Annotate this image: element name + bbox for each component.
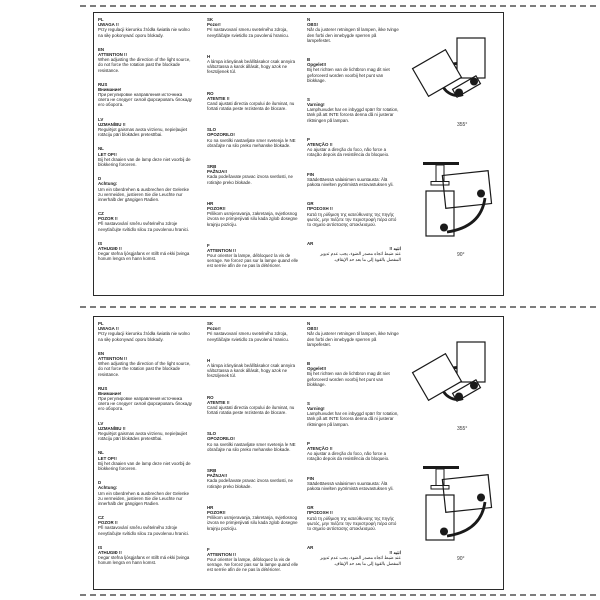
lang-block-f: [207, 547, 301, 573]
lang-block-ro: [207, 395, 301, 416]
cut-line-middle: [80, 306, 596, 308]
warning-title: OPOZORILO!: [207, 436, 235, 442]
lang-block-h: [207, 54, 301, 75]
lang-block-lv: [98, 117, 192, 138]
warning-text: Ko na svetilki nastavljate smer svetenja le NE obračajte na silo preko mehanske blokade.: [207, 137, 296, 148]
warning-text: When adjusting the direction of the light source, do not force the rotation past the blockade resistance.: [98, 57, 191, 73]
language-code: EN: [98, 46, 105, 52]
language-code: IS: [98, 240, 103, 246]
language-code: FIN: [307, 475, 315, 481]
lang-block-pl: [98, 321, 192, 342]
pivot-dot: [470, 78, 478, 86]
instruction-panel-top: [93, 12, 504, 296]
rotation-angle-label: 355°: [457, 426, 468, 432]
warning-text: Bij het draaien van de lamp deze niet voorbij de blokkering forceren.: [98, 460, 191, 471]
language-code: SK: [207, 17, 214, 22]
language-code: HR: [207, 504, 214, 510]
language-code: D: [98, 480, 102, 486]
warning-title: ATHUGIÐ !!: [98, 246, 122, 251]
warning-title: PAŽNJA!!: [207, 169, 228, 175]
lang-block-srb: [207, 468, 301, 489]
tilt-arrow-icon: [447, 198, 485, 232]
warning-title: OPOZORILO!: [207, 132, 235, 138]
lang-block-rus: [98, 82, 192, 108]
warning-text: Bij het richten van de lichtbron mag dit niet geforceerd worden voorbij het punt van blokkage.: [307, 371, 390, 387]
warning-text: Κατά τη ρύθμιση της κατεύθυνσης της πηγής φωτός, μην πιέζετε την περιστροφή πέρα από το σημείο αντίστασης αποκλεισμού.: [307, 515, 397, 531]
lang-block-n: [307, 17, 401, 43]
warning-text: A lámpa irányának beállításakor csak annyira változtassa a karok állását, hogy azok ne feszüljenek túl.: [207, 362, 296, 379]
language-code: PL: [98, 321, 104, 326]
language-column-1: [98, 321, 192, 575]
language-code: B: [307, 56, 311, 62]
lang-block-p: [307, 441, 401, 462]
language-code: B: [307, 360, 311, 366]
warning-title: Внимание!: [98, 390, 122, 396]
warning-title: UWAGA !!: [98, 326, 119, 332]
lang-block-n: [307, 321, 401, 347]
warning-text: Kada podešavate pravac izvora svetlosti, ne rotirajte preko blokade.: [207, 478, 293, 489]
lang-block-s: [307, 97, 401, 123]
warning-title: LET OP!!: [98, 151, 117, 157]
warning-text: Um ein überdrehen & ausbrechen der Gelenke zu vermeiden, justieren Sie die Leuchte nur innerhalb der gängigen Radien.: [98, 186, 190, 202]
pivot-dot: [440, 528, 448, 536]
lang-block-hr: [207, 505, 301, 531]
lang-block-ar: [307, 545, 401, 566]
rotation-diagram: [413, 342, 485, 432]
lang-block-en: [98, 47, 192, 73]
lang-block-d: [98, 480, 192, 506]
warning-title: LET OP!!: [98, 455, 117, 461]
lang-block-nl: [98, 146, 192, 167]
lang-block-slo: [207, 127, 301, 148]
warning-title: ATENÇÃO !!: [307, 446, 333, 451]
language-code: H: [207, 357, 211, 363]
lang-block-ar: [307, 241, 401, 262]
rotation-angle-label: 355°: [457, 122, 468, 128]
language-code: CZ: [98, 211, 104, 217]
warning-title: Внимание!: [98, 86, 122, 92]
tilt-angle-label: 90°: [457, 556, 465, 562]
pivot-dot: [477, 494, 485, 502]
language-column-1: [98, 17, 192, 271]
warning-text: Bij het richten van de lichtbron mag dit niet geforceerd worden voorbij het punt van blokkage.: [307, 67, 390, 83]
lang-block-sk: [207, 321, 301, 342]
language-code: SLO: [207, 127, 217, 133]
pivot-dot: [477, 190, 485, 198]
pivot-dot: [455, 393, 463, 401]
warning-title: ΠΡΟΣΟΧΗ !!: [307, 206, 333, 212]
language-code: SRB: [207, 468, 217, 473]
language-code: SK: [207, 321, 214, 326]
lamp-body: [457, 38, 485, 78]
warning-title: UZMANĪBU !!: [98, 121, 126, 127]
warning-title: POZOR !!: [98, 520, 118, 526]
lang-block-en: [98, 351, 192, 377]
pivot-dot: [455, 89, 463, 97]
lang-block-gr: [307, 505, 401, 531]
warning-text: When adjusting the direction of the light source, do not force the rotation past the blockade resistance.: [98, 361, 191, 377]
language-code: GR: [307, 505, 314, 511]
warning-text: Kada podešavate pravac izvora svetlosti, ne rotirajte preko blokade.: [207, 174, 293, 185]
lang-block-is: [98, 241, 192, 262]
language-code: F: [207, 546, 210, 552]
warning-title: ATENTIE !!: [207, 95, 230, 101]
language-code: RO: [207, 90, 214, 96]
lang-block-ro: [207, 91, 301, 112]
mount-plate: [431, 182, 449, 186]
tilt-angle-label: 90°: [457, 252, 465, 258]
language-code: RO: [207, 394, 214, 400]
warning-text: Κατά τη ρύθμιση της κατεύθυνσης της πηγής φωτός, μην πιέζετε την περιστροφή πέρα από το σημείο αντίστασης αποκλεισμού.: [307, 211, 397, 227]
warning-title: POZOR!!: [207, 509, 226, 515]
warning-text: Lamphuvudet har en inbyggd spärr för rotation, tänk på att INTE forcera denna då ni justerar riktningen på lampan.: [307, 107, 399, 123]
warning-text: Při nastavování směru světelného zdroje nevytlačujte svítidlo silou za povolenou hranici.: [98, 221, 190, 232]
warning-title: Varning!: [307, 406, 325, 412]
language-column-2: [207, 17, 301, 285]
lamp-diagrams: [401, 317, 501, 587]
language-code: EN: [98, 350, 105, 356]
warning-title: انتبه !!: [389, 246, 401, 252]
warning-text: Pri nastavovaní smeru svetelného zdroja, nevytláčajte svietidlo za povolenú hranicu.: [207, 331, 290, 342]
warning-title: ATTENTION !!: [98, 355, 127, 361]
warning-title: Opgelet!!: [307, 62, 327, 68]
mount-plate: [431, 486, 449, 490]
warning-text: Pri nastavovaní smeru svetelného zdroja, nevytláčajte svietidlo za povolenú hranicu.: [207, 27, 290, 38]
warning-text: Þegar stefna ljósgjafans er stillt má ekki þvinga honum lengra en hann komst.: [98, 555, 190, 566]
language-code: AR: [307, 241, 314, 247]
lang-block-cz: [98, 211, 192, 232]
warning-title: POZOR !!: [98, 216, 118, 222]
lang-block-f: [207, 243, 301, 269]
warning-text: Säädettäessä valaisimen suuntausta: Älä pakota nivelten pyörimistä estovastuksen yli.: [307, 176, 394, 187]
warning-title: Pozor!: [207, 22, 221, 28]
instruction-panel-bottom: [93, 316, 504, 590]
pivot-dot: [440, 224, 448, 232]
lang-block-srb: [207, 164, 301, 185]
lang-block-cz: [98, 515, 192, 536]
warning-title: Achtung:: [98, 181, 118, 187]
warning-title: UZMANĪBU !!: [98, 425, 126, 431]
lang-block-fin: [307, 172, 401, 188]
lang-block-hr: [207, 201, 301, 227]
warning-text: Regulējot gaismas avota virzienu, nepieļaujiet rotāciju pāri blokādes pretestībai.: [98, 127, 188, 138]
tilt-arrow-icon: [447, 502, 485, 536]
lang-block-p: [307, 137, 401, 158]
warning-text: Ao ajustar a direção do foco, não force a rotação depois da resistência do bloqueio.: [307, 451, 390, 462]
cut-line-bottom: [80, 594, 596, 596]
warning-text: A lámpa irányának beállításakor csak annyira változtassa a karok állását, hogy azok ne feszüljenek túl.: [207, 58, 296, 75]
warning-title: ATTENTION !!: [207, 551, 236, 557]
language-code: RUS: [98, 385, 108, 391]
language-column-2: [207, 321, 301, 589]
warning-text: عند ضبط اتجاه مصدر الضوء، يجب عدم تدوير المفصل بالقوة إلى ما بعد حد الإيقاف.: [320, 251, 401, 262]
warning-title: Opgelet!!: [307, 366, 327, 372]
warning-text: Cand ajustati directia corpului de iluminat, nu fortati rotatia peste rezistenta de blocare.: [207, 404, 295, 416]
warning-text: Przy regulacji kierunku źródła światła nie wolno na siłę pokonywać oporu blokady.: [98, 27, 190, 38]
lang-block-b: [307, 361, 401, 387]
lamp-body: [457, 342, 485, 382]
warning-text: Bij het draaien van de lamp deze niet voorbij de blokkering forceren.: [98, 156, 191, 167]
warning-text: Säädettäessä valaisimen suuntausta: Älä pakota nivelten pyörimistä estovastuksen yli.: [307, 480, 394, 491]
warning-title: POZOR!!: [207, 205, 226, 211]
warning-title: ATENTIE !!: [207, 399, 230, 405]
cut-line-top: [80, 5, 596, 7]
language-code: NL: [98, 450, 104, 456]
warning-title: ATHUGIÐ !!: [98, 550, 122, 555]
warning-text: При регулировке направления источника света не следует силой форсировать блокаду его оборота.: [98, 92, 192, 108]
language-code: P: [307, 440, 310, 446]
warning-title: Achtung:: [98, 485, 118, 491]
language-code: F: [207, 242, 210, 248]
warning-text: Þegar stefna ljósgjafans er stillt má ekki þvinga honum lengra en hann komst.: [98, 251, 190, 262]
warning-text: Prilikom usmjeravanja, zakretanja, svjetlosnog izvora ne primjenjivati silu kada zglob dosegne krajnju poziciju.: [207, 515, 298, 531]
language-code: P: [307, 136, 310, 142]
warning-text: Når du justerer retningen til lampen, ikke tvinge den forbi den innebygde sperren på lampefestet.: [307, 331, 399, 347]
lang-block-b: [307, 57, 401, 83]
language-column-3: [307, 17, 401, 276]
warning-text: Pour orienter la lampe, débloquez la vis de serrage. Ne forcez pas sur la lampe quand elle est serrée afin de ne pas la détériorer.: [207, 557, 299, 573]
lamp-body: [426, 191, 454, 236]
warning-text: Ao ajustar a direção do foco, não force a rotação depois da resistência do bloqueio.: [307, 147, 390, 158]
pivot-dot: [470, 382, 478, 390]
warning-title: انتبه !!: [389, 550, 401, 556]
lamp-diagrams: [401, 13, 501, 283]
warning-text: При регулировке направления источника света не следует силой форсировать блокаду его оборота.: [98, 396, 192, 412]
warning-title: ATTENTION !!: [98, 51, 127, 57]
lang-block-fin: [307, 476, 401, 492]
language-code: HR: [207, 200, 214, 206]
tilt-diagram: [423, 466, 492, 562]
language-code: SRB: [207, 164, 217, 169]
lang-block-s: [307, 401, 401, 427]
language-code: NL: [98, 146, 104, 152]
language-code: FIN: [307, 171, 315, 177]
warning-text: Prilikom usmjeravanja, zakretanja, svjetlosnog izvora ne primjenjivati silu kada zglob dosegne krajnju poziciju.: [207, 211, 298, 227]
language-code: H: [207, 53, 211, 59]
warning-title: UWAGA !!: [98, 22, 119, 28]
warning-text: Regulējot gaismas avota virzienu, nepieļaujiet rotāciju pāri blokādes pretestībai.: [98, 431, 188, 442]
warning-text: Při nastavování směru světelného zdroje nevytlačujte svítidlo silou za povolenou hranici.: [98, 525, 190, 536]
warning-title: PAŽNJA!!: [207, 473, 228, 479]
language-code: LV: [98, 420, 104, 426]
language-code: LV: [98, 116, 104, 122]
lang-block-nl: [98, 450, 192, 471]
lang-block-gr: [307, 201, 401, 227]
language-code: CZ: [98, 515, 104, 521]
warning-text: Lamphuvudet har en inbyggd spärr för rotation, tänk på att INTE forcera denna då ni justerar riktningen på lampan.: [307, 411, 399, 427]
lang-block-h: [207, 358, 301, 379]
warning-text: عند ضبط اتجاه مصدر الضوء، يجب عدم تدوير المفصل بالقوة إلى ما بعد حد الإيقاف.: [320, 555, 401, 566]
rotation-diagram: [413, 38, 485, 128]
warning-title: Pozor!: [207, 326, 221, 332]
warning-title: OBS!: [307, 22, 318, 28]
warning-text: Når du justerer retningen til lampen, ikke tvinge den forbi den innebygde sperren på lampefestet.: [307, 27, 399, 43]
warning-title: ΠΡΟΣΟΧΗ !!: [307, 510, 333, 516]
warning-title: Varning!: [307, 102, 325, 108]
warning-text: Przy regulacji kierunku źródła światła nie wolno na siłę pokonywać oporu blokady.: [98, 331, 190, 342]
warning-text: Ko na svetilki nastavljate smer svetenja le NE obračajte na silo preko mehanske blokade.: [207, 441, 296, 452]
lang-block-sk: [207, 17, 301, 38]
language-code: PL: [98, 17, 104, 22]
lang-block-is: [98, 545, 192, 566]
language-code: S: [307, 96, 310, 102]
lang-block-pl: [98, 17, 192, 38]
lang-block-rus: [98, 386, 192, 412]
lang-block-slo: [207, 431, 301, 452]
language-column-3: [307, 321, 401, 580]
warning-title: ATENÇÃO !!: [307, 142, 333, 147]
language-code: GR: [307, 201, 314, 207]
language-code: N: [307, 321, 311, 326]
lang-block-lv: [98, 421, 192, 442]
warning-text: Pour orienter la lampe, débloquez la vis de serrage. Ne forcez pas sur la lampe quand elle est serrée afin de ne pas la détériorer.: [207, 253, 299, 269]
tilt-diagram: [423, 162, 492, 258]
warning-title: ATTENTION !!: [207, 247, 236, 253]
language-code: S: [307, 400, 310, 406]
warning-text: Um ein überdrehen & ausbrechen der Gelenke zu vermeiden, justieren Sie die Leuchte nur innerhalb der gängigen Radien.: [98, 490, 190, 506]
language-code: IS: [98, 544, 103, 550]
lang-block-d: [98, 176, 192, 202]
warning-title: OBS!: [307, 326, 318, 332]
language-code: AR: [307, 545, 314, 551]
lamp-body: [426, 495, 454, 540]
language-code: D: [98, 176, 102, 182]
language-code: RUS: [98, 81, 108, 87]
language-code: SLO: [207, 431, 217, 437]
language-code: N: [307, 17, 311, 22]
warning-text: Cand ajustati directia corpului de iluminat, nu fortati rotatia peste rezistenta de blocare.: [207, 100, 295, 112]
